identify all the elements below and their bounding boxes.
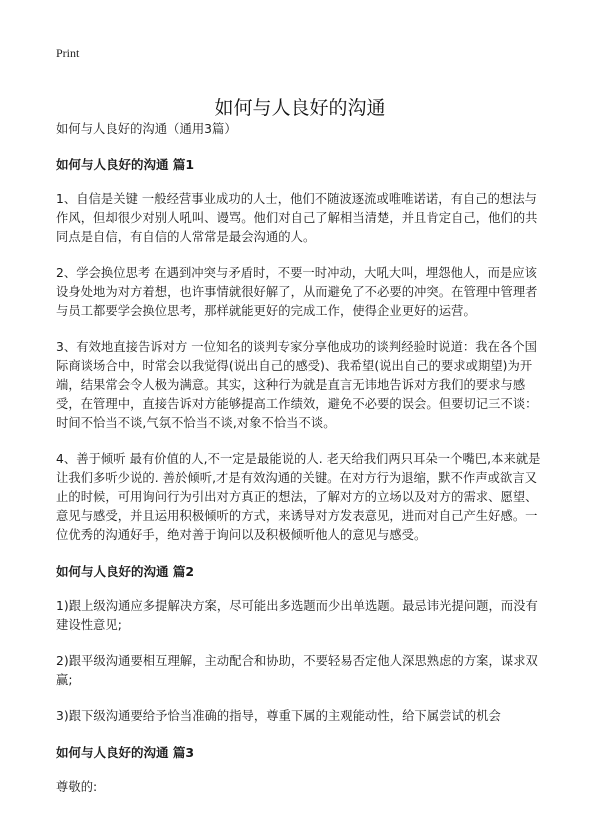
paragraph: 2、学会换位思考 在遇到冲突与矛盾时，不要一时冲动，大吼大叫，埋怨他人，而是应该设身处地为对方着想，也许事情就很好解了，从而避免了不必要的冲突。在管理中管理者与员工都要学会换位思考，那样就能更好的完成工作，使得企业更好的运营。: [56, 266, 538, 318]
paragraph: 2)跟平级沟通要相互理解，主动配合和协助，不要轻易否定他人深思熟虑的方案，谋求双赢;: [56, 654, 538, 687]
document-body: [56, 120, 546, 814]
section-heading-3: 如何与人良好的沟通 篇3: [56, 745, 195, 760]
document-subtitle: 如何与人良好的沟通（通用3篇）: [56, 122, 237, 136]
section-heading-2: 如何与人良好的沟通 篇2: [56, 564, 195, 579]
print-label: Print: [56, 46, 80, 60]
page-title: 如何与人良好的沟通: [214, 96, 386, 119]
section-heading-1: 如何与人良好的沟通 篇1: [56, 157, 195, 172]
paragraph: 1、自信是关键 一般经营事业成功的人士，他们不随波逐流或唯唯诺诺，有自己的想法与作风，但却很少对别人吼叫、谩骂。他们对自己了解相当清楚，并且肯定自己，他们的共同点是自信，有自信的人常常是最会沟通的人。: [56, 192, 538, 244]
paragraph: 3、有效地直接告诉对方 一位知名的谈判专家分享他成功的谈判经验时说道：我在各个国际商谈场合中，时常会以我觉得(说出自己的感受)、我希望(说出自己的要求或期望)为开端，结果常会令人极为满意。其实，这种行为就是直言无讳地告诉对方我们的要求与感受，在管理中，直接告诉对方能够提高工作绩效，避免不必要的误会。但要切记三不谈：时间不恰当不谈,气氛不恰当不谈,对象不恰当不谈。: [56, 340, 538, 430]
paragraph: 3)跟下级沟通要给予恰当准确的指导，尊重下属的主观能动性，给下属尝试的机会: [56, 709, 501, 723]
paragraph: 尊敬的:: [56, 780, 98, 794]
paragraph: 1)跟上级沟通应多提解决方案，尽可能出多选题而少出单选题。最忌讳光提问题，而没有建设性意见;: [56, 599, 538, 632]
paragraph: 4、善于倾听 最有价值的人,不一定是最能说的人. 老天给我们两只耳朵一个嘴巴,本来就是让我们多听少说的. 善於倾听,才是有效沟通的关键。在对方行为退缩，默不作声或欲言又止的时候，可用询问行为引出对方真正的想法，了解对方的立场以及对方的需求、愿望、意见与感受，并且运用积极倾听的方式，来诱导对方发表意见，进而对自己产生好感。一位优秀的沟通好手，绝对善于询问以及积极倾听他人的意见与感受。: [56, 452, 541, 542]
